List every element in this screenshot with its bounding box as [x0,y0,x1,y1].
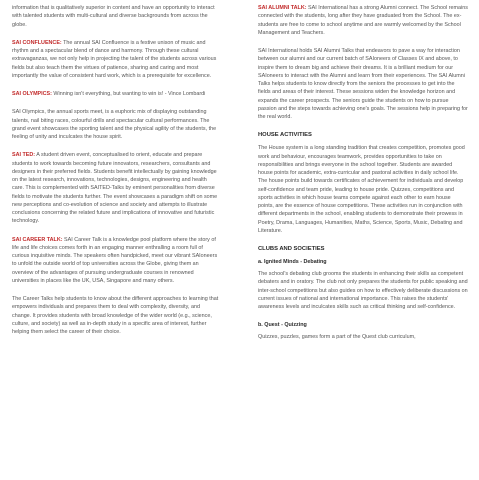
sai-olympics-paragraph [12,90,220,98]
sai-olympics-description: SAI Olympics, the annual sports meet, is a euphoric mix of displaying outstanding talents, nail biting races, colourful drills and spectacular cultural performances. The grand event showcases the sporting talent and the physical agility of the students, the feeling of unity and inculcates the house spirit. [12,109,217,140]
sai-ted-label: SAI TED: [12,152,36,159]
career-talks-description: The Career Talks help students to know about the different approaches to learning that empowers individuals and prepares them to deal with complexity, diversity, and change. It provides students with broad knowledge of the wider world (e.g., science, culture, and society) as well as in-depth study in a specific area of interest, further helping them select the career of their choice. [12,296,219,335]
sai-olympics-quote: Winning isn't everything, but wanting to win is! - Vince Lombardi [51,91,206,97]
ignited-minds-heading: a. Ignited Minds - Debating [258,259,327,265]
quest-quizzing-paragraph: Quizzes, puzzles, games form a part of the Quest club curriculum, [258,334,416,341]
sai-career-talk-label: SAI CAREER TALK: [12,236,63,243]
house-activities-paragraph: The House system is a long standing tradition that creates competition, promotes good work and behaviour, encourages teamwork, provides opportunities to take on responsibilities and brings everyone in the school together. Students are awarded house points for academic, extra-curricular and pastoral activities in daily school life. The house points build towards certificates of achievement for individuals and develop self-confidence and team pride, leading to house pride. Quizzes, competitions and sports activities in which house teams compete against each other to earn house points, are the essence of house competitions. These activities run in conjunction with different departments in the school, enabling students to demonstrate their prowess in Poetry, Drama, Languages, Humanities, Maths, Science, Sports, Music, Debating and Literature. [258,145,465,234]
sai-ted-text: A student driven event, conceptualised to orient, educate and prepare students to work towards becoming future innovators, researchers, consultants and designers in their preferred fields. Students benefit intellectually by gaining knowledge on the latest research, innovations, technologies, designs, engineering and health care. This is complemented with SAITED-Talks by eminent personalities from diverse fields to motivate the students further. The event showcases a paradigm shift on some new perceptions and co-evolution of science and society and attempts to illustrate conclusions concerning the related future and implications of innovative and futuristic technology. [12,152,218,225]
house-activities-heading: HOUSE ACTIVITIES [258,132,312,139]
sai-confluence-paragraph [12,39,220,80]
sai-career-talk-text: SAI Career Talk is a knowledge pool platform where the story of life and life choices comes forth in an engaging manner enthralling a room full of curious inquisitive minds. The speakers often handpicked, meet our vibrant SAIoneers to unfold the outside world of top universities across the Globe, giving them an overview of the advantages of pursuing undergraduate courses in renowned universities in places like the UK, USA, Singapore and many others. [12,236,218,284]
sai-career-talk-paragraph [12,236,220,286]
intro-paragraph: information that is qualitatively superior in content and have an opportunity to interact with talented students with multi-cultural and diverse backgrounds from across the globe. [12,5,215,28]
sai-alumni-talk-text: SAI International has a strong Alumni connect. The School remains connected with the students, long after they have graduated from the School. The ex-students are free to come to school anytime and are warmly welcomed by the School Management and Teachers. [258,5,468,36]
clubs-societies-heading: CLUBS AND SOCIETIES [258,246,325,252]
alumni-talks-description: SAI International holds SAI Alumni Talks that endeavors to pave a way for interaction between our alumni and our current batch of SAIoneers of Classes IX and above, to inspire them to dream big and achieve their dreams. It is a brilliant medium for our SAIoneers to interact with the Alumni and learn from their experiences. The SAI Alumni Talks helps students to know directly from the seniors the processes to get into the fields and areas of their interest. These sessions widen the knowledge horizon and expands the career prospects. The seniors guide the students on how to pursue passion and the steps towards achieving one's goals. The sessions help in preparing for the real world. [258,48,468,120]
sai-confluence-text: The annual SAI Confluence is a festive unison of music and rhythm and a spectacular blend of dance and harmony. Through these cultural extravaganzas, we not only help in projecting the talent of the students across various fields but also teach them the virtues of patience, sharing and caring and most importantly the value of consistent hard work, which is a prerequisite for excellence. [12,39,217,79]
sai-alumni-talk-paragraph [258,4,468,37]
ignited-minds-paragraph: The school's debating club grooms the students in enhancing their skills as competent debaters and in oratory. The club not only prepares the students for public speaking and inter-school competitions but also guides on how to effectively deliberate discussions on current issues of national and international importance. This raises the students' awareness levels and inculcates skills such as critical thinking and self-confidence. [258,271,468,310]
sai-alumni-talk-label: SAI ALUMNI TALK: [258,5,307,11]
quest-quizzing-heading: b. Quest - Quizzing [258,322,307,329]
sai-confluence-label: SAI CONFLUENCE: [12,39,62,46]
sai-olympics-label: SAI OLYMPICS: [12,91,52,97]
left-column [12,4,220,346]
right-column [258,4,468,352]
sai-ted-paragraph [12,151,220,225]
